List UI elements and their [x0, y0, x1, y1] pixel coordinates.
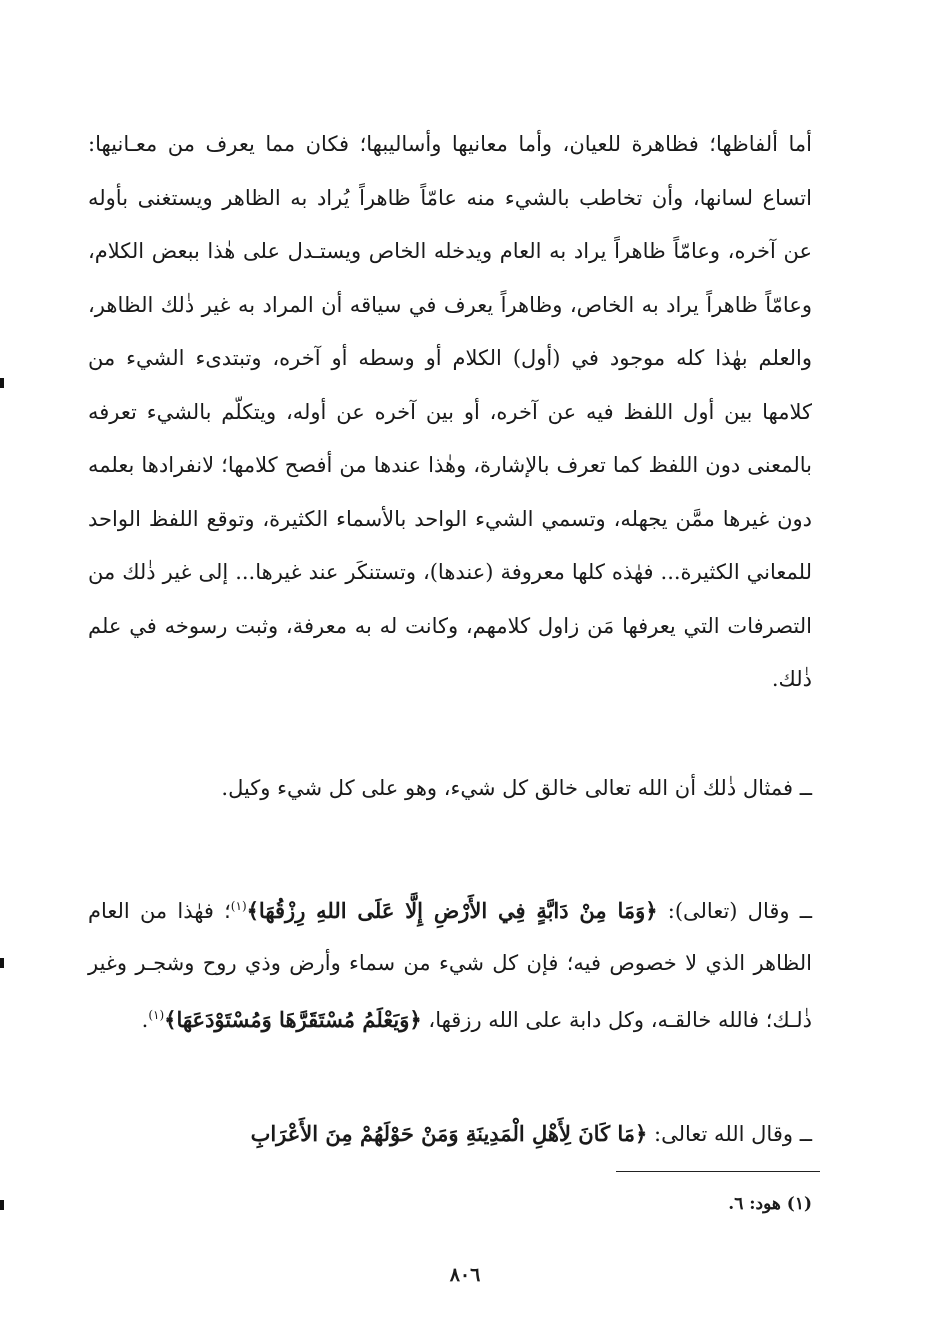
scan-edge-mark — [0, 958, 4, 968]
footnote-mark-1: (١) — [230, 899, 247, 913]
paragraph-4 — [88, 1108, 812, 1160]
footnote-mark-2: (١) — [148, 1008, 165, 1022]
quran-citation-paragraph — [88, 880, 812, 1046]
closing-paragraph — [88, 1108, 812, 1160]
footnote: (١) هود: ٦. — [728, 1194, 812, 1214]
paragraph-1-text: أما ألفاظها؛ فظاهرة للعيان، وأما معانيها وأساليبها؛ فكان مما يعرف من معـانيها: اتساع لسانها، وأن تخاطب بالشيء منه عامّاً ظاهراً يُراد به الظاهر ويستغنى بأوله عن آخره، وعامّاً ظاهراً يراد به العام ويدخله الخاص ويستـدل على هٰذا ببعض الكلام، وعامّاً ظاهراً يراد به الخاص، وظاهراً يعرف في سياقه أن المراد به غير ذٰلك الظاهر، والعلم بهٰذا كله موجود في (أول) الكلام أو وسطه أو آخره، وتبتدىء الشيء من كلامها بين أول اللفظ فيه عن آخره، أو بين آخره عن أوله، ويتكلّم بالشيء تعرفه بالمعنى دون اللفظ كما تعرف بالإشارة، وهٰذا عندها من أفصح كلامها؛ لانفرادها بعلمه دون غيرها ممَّن يجهله، وتسمي الشيء الواحد بالأسماء الكثيرة، وتوقع اللفظ الواحد للمعاني الكثيرة... فهٰذه كلها معروفة (عندها)، وتستنكَر عند غيرها... إلى غير ذٰلك من التصرفات التي يعرفها مَن زاول كلامهم، وكانت له به معرفة، وثبت رسوخه في علم ذٰلك. — [88, 132, 812, 691]
paragraph-3-lead: ــ وقال (تعالى): — [667, 899, 812, 923]
example-paragraph — [88, 762, 812, 814]
scan-edge-mark — [0, 1200, 4, 1210]
quran-verse-3: ﴿مَا كَانَ لِأَهْلِ الْمَدِينَةِ وَمَنْ حَوْلَهُمْ مِنَ الأَعْرَابِ — [250, 1121, 648, 1146]
main-paragraph — [88, 118, 812, 707]
quran-verse-1: ﴿وَمَا مِنْ دَابَّةٍ فِي الأَرْضِ إِلَّا عَلَى اللهِ رِزْقُهَا﴾ — [246, 898, 658, 923]
page-number: ٨٠٦ — [449, 1264, 481, 1286]
paragraph-4-lead: ــ وقال الله تعالى: — [654, 1122, 812, 1146]
paragraph-2-text: ــ فمثال ذٰلك أن الله تعالى خالق كل شيء، وهو على كل شيء وكيل. — [221, 776, 812, 800]
paragraph-3-middle: ؛ فهٰذا من العام الظاهر الذي لا خصوص فيه؛ فإن كل شيء من سماء وأرض وذي روح وشجـر وغير ذٰلـك؛ فالله خالقـه، وكل دابة على الله رزقها، — [88, 899, 812, 1032]
quran-verse-2: ﴿وَيَعْلَمُ مُسْتَقَرَّهَا وَمُسْتَوْدَعَهَا﴾ — [164, 1007, 422, 1032]
footnote-divider — [616, 1171, 820, 1172]
scan-edge-mark — [0, 378, 4, 388]
paragraph-3-end: . — [141, 1008, 149, 1032]
paragraph-3 — [88, 880, 812, 1046]
